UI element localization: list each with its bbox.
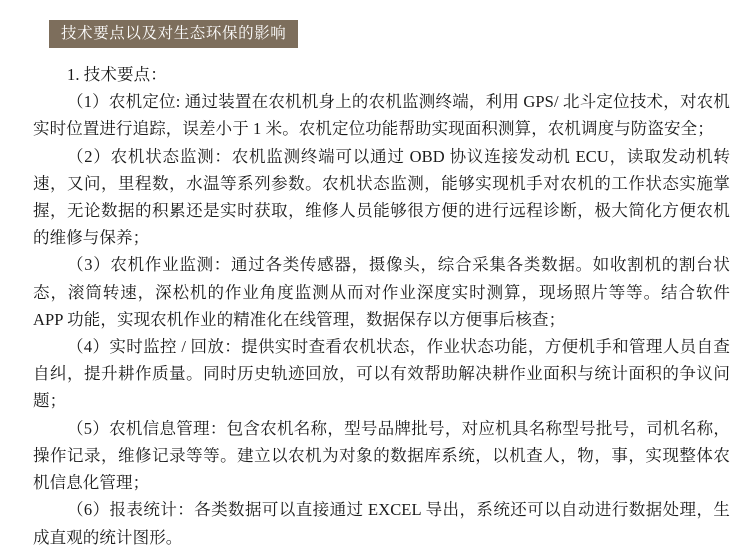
section-number: 1. 技术要点： (67, 65, 167, 85)
section-heading: 技术要点以及对生态环保的影响 (49, 20, 298, 48)
list-item: （4）实时监控 / 回放：提供实时查看农机状态，作业状态功能，方便机手和管理人员自查自纠，提升耕作质量。同时历史轨迹回放，可以有效帮助解决耕作业面积与统计面积的争议问题； (33, 337, 730, 411)
list-item: （2）农机状态监测：农机监测终端可以通过 OBD 协议连接发动机 ECU，读取发动机转速，又问，里程数，水温等系列参数。农机状态监测，能够实现机手对农机的工作状态实施掌握，无论数据的积累还是实时获取，维修人员能够很方便的进行远程诊断，极大简化方便农机的维修与保养； (33, 146, 730, 248)
list-item: （1）农机定位: 通过装置在农机机身上的农机监测终端，利用 GPS/ 北斗定位技术，对农机实时位置进行追踪，误差小于 1 米。农机定位功能帮助实现面积测算，农机调度与防盗安全； (33, 92, 730, 139)
heading-container (0, 0, 750, 48)
list-item: （6）报表统计：各类数据可以直接通过 EXCEL 导出，系统还可以自动进行数据处理，生成直观的统计图形。 (33, 500, 730, 547)
list-item: （3）农机作业监测：通过各类传感器，摄像头，综合采集各类数据。如收割机的割台状态，滚筒转速，深松机的作业角度监测从而对作业深度实时测算，现场照片等等。结合软件 APP 功能，实现农机作业的精准化在线管理，数据保存以方便事后核查； (33, 255, 730, 329)
list-item: （5）农机信息管理：包含农机名称，型号品牌批号，对应机具名称型号批号，司机名称，操作记录，维修记录等等。建立以农机为对象的数据库系统，以机查人，物，事，实现整体农机信息化管理； (33, 418, 730, 493)
document-body (0, 48, 750, 551)
